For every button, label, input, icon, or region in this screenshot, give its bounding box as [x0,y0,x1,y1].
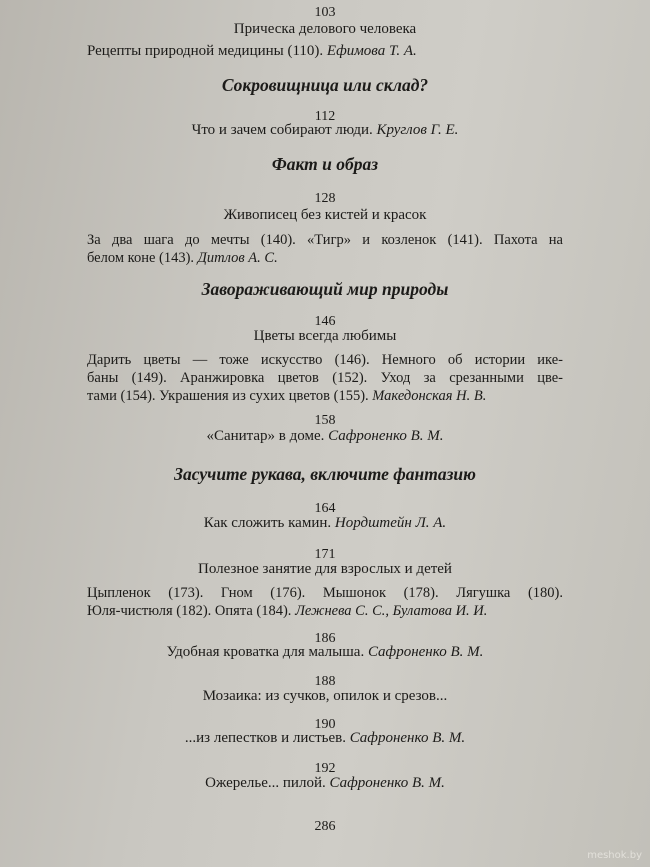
toc-entry-text: Как сложить камин. [203,515,335,531]
toc-entry-title: Полезное занятие для взрослых и детей [198,561,452,577]
toc-entry-text: Что и зачем собирают люди. [191,122,377,138]
section-heading: Засучите рукава, включите фантазию [174,464,476,484]
page-number: 286 [314,819,336,834]
subitems-line: За два шага до мечты (140). «Тигр» и козленок (141). Пахота на [87,232,563,248]
toc-entry-title: Цветы всегда любимы [253,328,397,344]
subitems-line [87,602,563,620]
toc-entry-text: ...из лепестков и листьев. [184,730,350,746]
toc-page-num: 164 [314,501,336,516]
toc-entry-title: Мозаика: из сучков, опилок и срезов... [202,688,448,704]
toc-entry-text: Юля-чистюля (182). Опята (184). [87,603,296,619]
toc-entry [0,514,650,532]
toc-entry-author: Дитлов А. С. [197,250,278,266]
subitems-line [87,249,563,267]
toc-entry-text: Ожерелье... пилой. [205,775,330,791]
toc-page-num: 112 [314,109,336,124]
section-heading: Факт и образ [271,154,379,174]
toc-page-num: 171 [314,547,336,562]
toc-entry-title: Прическа делового человека [233,21,417,37]
toc-page-num: 146 [314,314,336,329]
toc-page-num: 188 [314,674,336,689]
toc-entry-author: Македонская Н. В. [372,388,487,404]
subitems-line [87,387,563,405]
toc-entry [0,121,650,139]
toc-entry [0,729,650,747]
subitems-line: баны (149). Аранжировка цветов (152). Уход за срезанными цве- [87,370,563,386]
subitems-line: Цыпленок (173). Гном (176). Мышонок (178). Лягушка (180). [87,585,563,601]
toc-page-num: 158 [314,413,336,428]
toc-entry-text: белом коне (143). [87,250,198,266]
toc-page-num: 190 [314,717,336,732]
toc-entry-author: Сафроненко В. М. [349,730,466,746]
watermark: meshok.by [587,850,642,861]
toc-entry-text: «Санитар» в доме. [206,428,329,444]
toc-entry [0,774,650,792]
toc-entry-subitems [87,351,563,405]
toc-page-num: 192 [314,761,336,776]
toc-page-num: 128 [314,191,336,206]
toc-entry-author: Ефимова Т. А. [326,43,417,59]
toc-page-num: 186 [314,631,336,646]
subitems-line: Дарить цветы — тоже искусство (146). Немного об истории ике- [87,352,563,368]
toc-entry-author: Круглов Г. Е. [376,122,459,138]
toc-entry-title: Живописец без кистей и красок [223,207,427,223]
section-heading: Сокровищница или склад? [221,75,429,95]
toc-entry-text: Удобная кроватка для малыша. [166,644,368,660]
toc-entry [0,427,650,445]
toc-entry-author: Сафроненко В. М. [328,428,444,444]
toc-entry-text: тами (154). Украшения из сухих цветов (155). [87,388,373,404]
toc-entry [0,643,650,661]
toc-entry-subitems [87,231,563,267]
toc-entry-author: Лежнева С. С., Булатова И. И. [295,603,488,619]
section-heading: Завораживающий мир природы [201,279,449,299]
toc-entry-author: Нордштейн Л. А. [334,515,447,531]
toc-page-num: 103 [314,5,336,20]
toc-entry [87,42,417,60]
toc-entry-author: Сафроненко В. М. [329,775,445,791]
toc-entry-author: Сафроненко В. М. [367,644,484,660]
toc-entry-text: Рецепты природной медицины (110). [87,43,327,59]
toc-entry-subitems [87,584,563,620]
